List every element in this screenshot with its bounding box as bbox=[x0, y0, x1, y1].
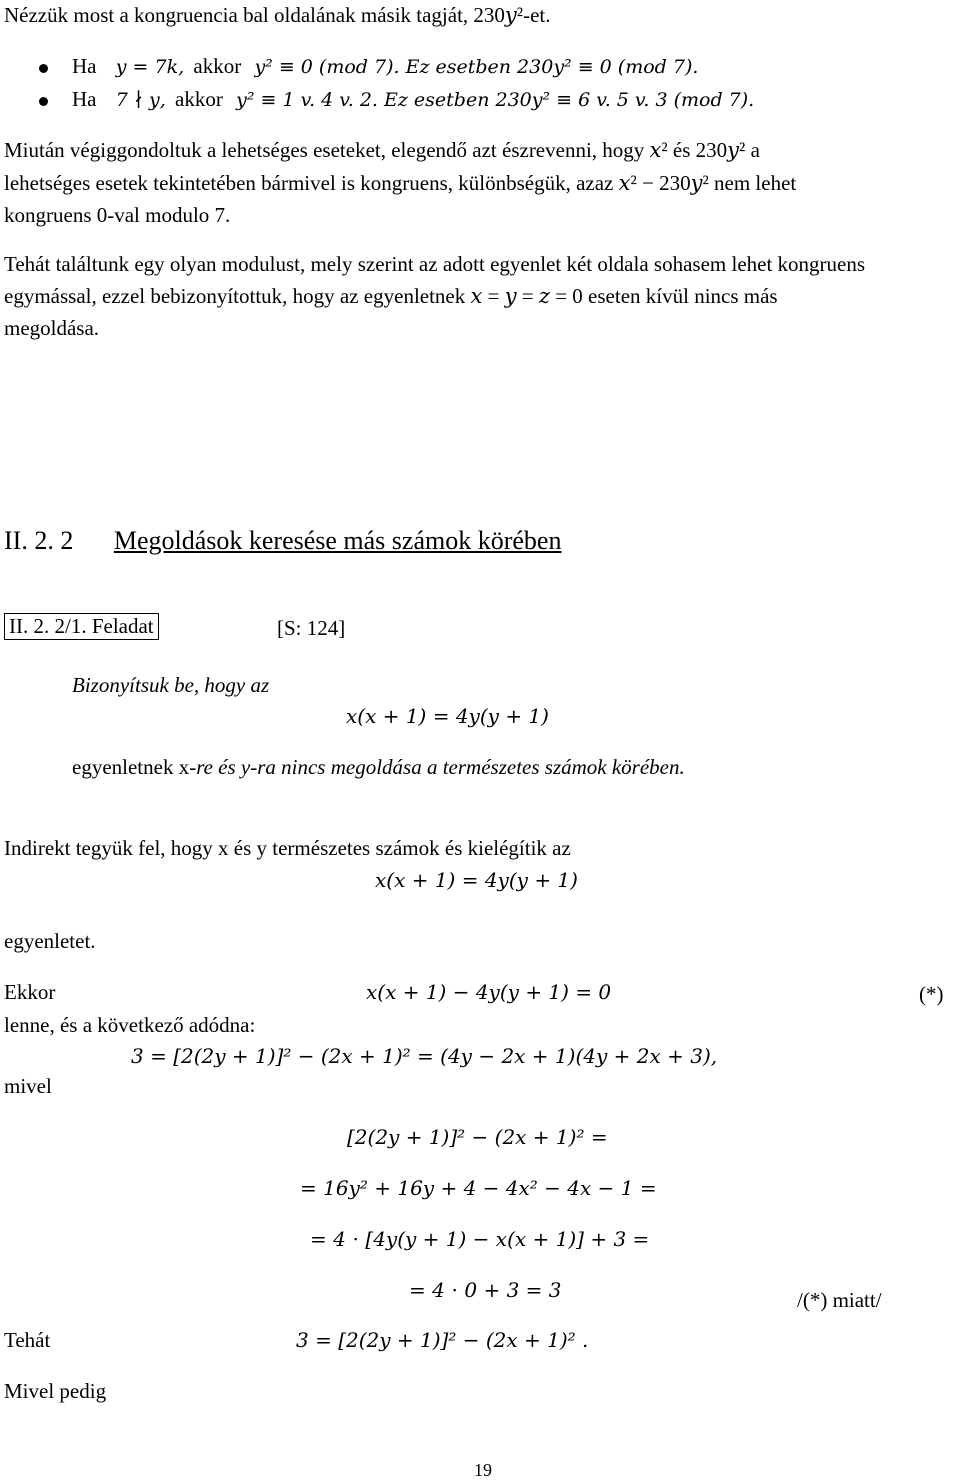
case-rest: 𝑦² ≡ 0 (𝑚𝑜𝑑 7). Ez esetben 230𝑦² ≡ 0 (𝑚𝑜𝑑 7). bbox=[254, 56, 699, 78]
case-ha: Ha bbox=[72, 54, 97, 78]
equation-tag: (*) bbox=[919, 982, 944, 1006]
proof-line: Mivel pedig bbox=[4, 1379, 107, 1403]
proof-line: Indirekt tegyük fel, hogy x és y természetes számok és kielégítik az bbox=[4, 836, 571, 860]
paragraph-line: Tehát találtunk egy olyan modulust, mely szerint az adott egyenlet két oldala sohasem lehet kongruens bbox=[4, 252, 866, 276]
task-outro bbox=[72, 755, 685, 780]
equation: 𝑥(𝑥 + 1) − 4𝑦(𝑦 + 1) = 0 bbox=[366, 980, 612, 1004]
proof-line: egyenletet. bbox=[4, 929, 96, 953]
equation: 3 = [2(2𝑦 + 1)]² − (2𝑥 + 1)² = (4𝑦 − 2𝑥 + 1)(4𝑦 + 2𝑥 + 3), bbox=[131, 1044, 718, 1068]
proof-line: lenne, és a következő adódna: bbox=[4, 1013, 256, 1037]
section-heading bbox=[4, 526, 561, 556]
equation: = 4 ⋅ [4𝑦(𝑦 + 1) − 𝑥(𝑥 + 1)] + 3 = bbox=[310, 1227, 650, 1251]
paragraph-line: megoldása. bbox=[4, 316, 100, 340]
case-line-1 bbox=[72, 54, 698, 79]
task-source: [S: 124] bbox=[277, 616, 346, 640]
paragraph-line: egymással, ezzel bebizonyítottuk, hogy az egyenletnek 𝑥 = 𝑦 = 𝑧 = 0 eseten kívül nincs más bbox=[4, 284, 778, 308]
intro-line: Nézzük most a kongruencia bal oldalának másik tagját, 230𝑦²-et. bbox=[4, 3, 551, 27]
case-akkor: akkor bbox=[193, 54, 242, 78]
task-label bbox=[4, 614, 159, 639]
task-outro-a: egyenletnek x- bbox=[72, 755, 197, 779]
case-akkor: akkor bbox=[175, 87, 223, 111]
page-number: 19 bbox=[474, 1460, 492, 1480]
case-line-2 bbox=[72, 87, 754, 112]
paragraph-line: kongruens 0-val modulo 7. bbox=[4, 203, 231, 227]
task-label-box: II. 2. 2/1. Feladat bbox=[4, 613, 159, 640]
equation: = 16𝑦² + 16𝑦 + 4 − 4𝑥² − 4𝑥 − 1 = bbox=[300, 1176, 657, 1200]
equation: [2(2𝑦 + 1)]² − (2𝑥 + 1)² = bbox=[347, 1125, 608, 1149]
equation: 3 = [2(2𝑦 + 1)]² − (2𝑥 + 1)² . bbox=[296, 1328, 589, 1352]
task-intro: Bizonyítsuk be, hogy az bbox=[72, 673, 270, 697]
task-outro-b: re és y-ra nincs megoldása a természetes számok körében. bbox=[196, 755, 685, 779]
case-rest: 𝑦² ≡ 1 v. 4 v. 2. Ez esetben 230𝑦² ≡ 6 v. 5 v. 3 (𝑚𝑜𝑑 7). bbox=[236, 89, 755, 111]
equation: 𝑥(𝑥 + 1) = 4𝑦(𝑦 + 1) bbox=[375, 868, 578, 892]
bullet-icon bbox=[39, 64, 48, 73]
case-ha: Ha bbox=[72, 87, 97, 111]
case-math: 7 ∤ 𝑦, bbox=[115, 89, 166, 111]
proof-label: Tehát bbox=[4, 1328, 51, 1352]
case-math: 𝑦 = 7𝑘, bbox=[115, 56, 185, 78]
paragraph-line: Miután végiggondoltuk a lehetséges eseteket, elegendő azt észrevenni, hogy 𝑥² és 230𝑦² a bbox=[4, 138, 760, 162]
paragraph-line: lehetséges esetek tekintetében bármivel is kongruens, különbségük, azaz 𝑥² − 230𝑦² nem lehet bbox=[4, 171, 797, 195]
task-equation: 𝑥(𝑥 + 1) = 4𝑦(𝑦 + 1) bbox=[346, 704, 549, 728]
proof-label: Ekkor bbox=[4, 980, 56, 1004]
proof-label: mivel bbox=[4, 1074, 52, 1098]
equation-note: /(*) miatt/ bbox=[797, 1288, 882, 1312]
bullet-icon bbox=[39, 97, 48, 106]
section-title: Megoldások keresése más számok körében bbox=[113, 526, 562, 555]
section-number: II. 2. 2 bbox=[4, 526, 74, 555]
equation: = 4 ⋅ 0 + 3 = 3 bbox=[409, 1278, 562, 1302]
